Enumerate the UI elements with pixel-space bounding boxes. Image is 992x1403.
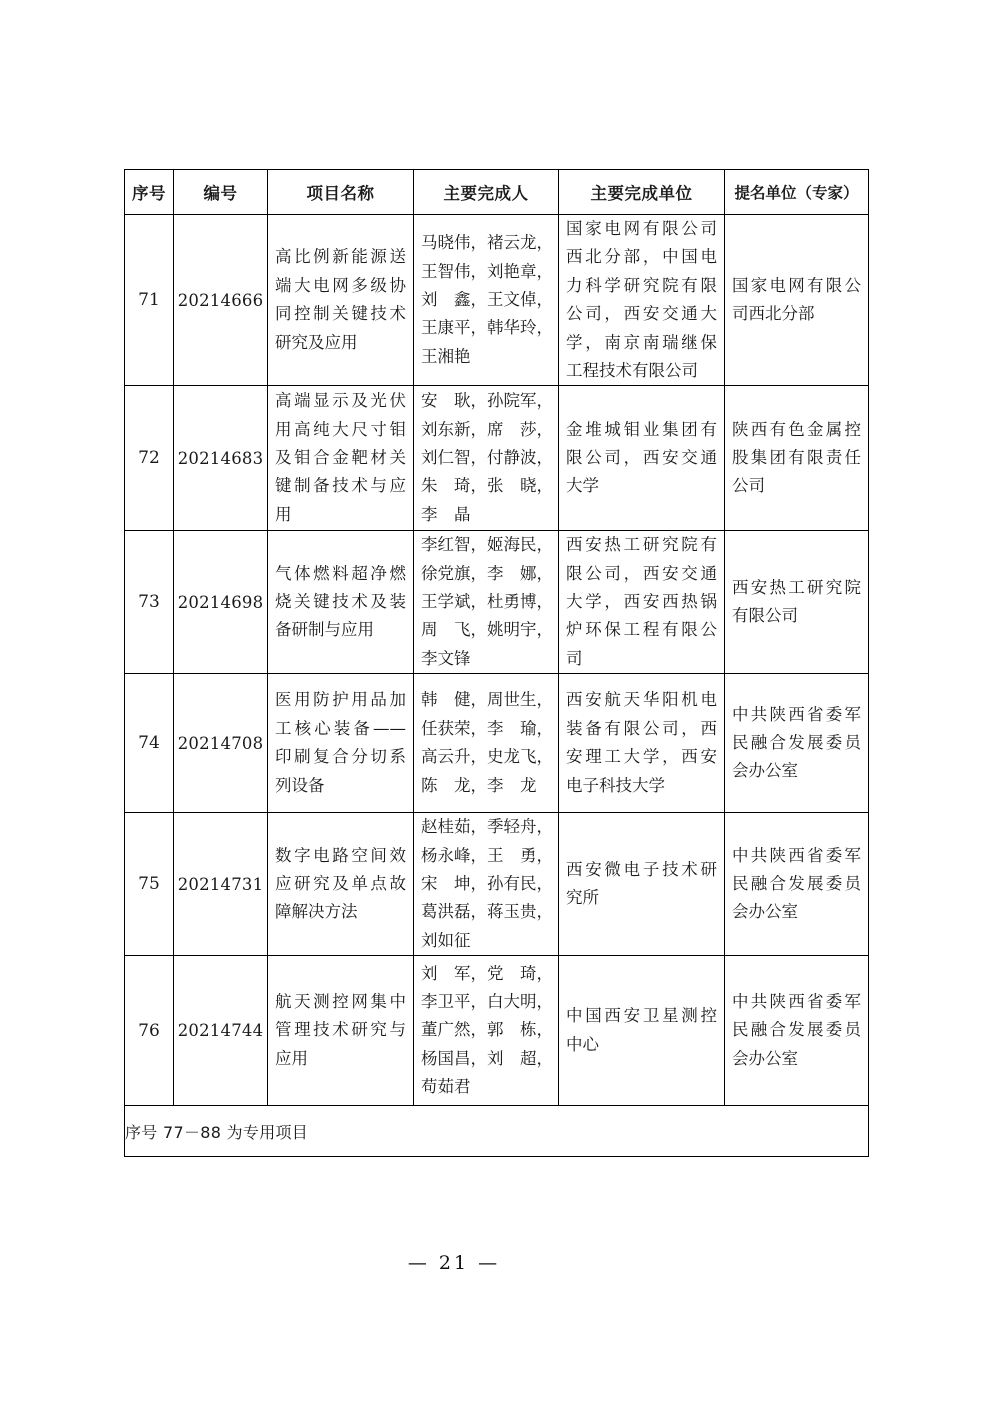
- cell-sequence: 73: [125, 531, 174, 674]
- contributors-text: 韩 健，周世生， 任获荣，李 瑜， 高云升，史龙飞， 陈 龙，李 龙: [421, 690, 553, 795]
- table-header-row: [125, 170, 869, 215]
- cell-contributors: [414, 386, 559, 531]
- contributors-text: 刘 军，党 琦， 李卫平，白大明， 董广然，郭 栋， 杨国昌，刘 超， 苟茹君: [421, 963, 553, 1097]
- project-name-text: 高比例新能源送 端大电网多级协 同控制关键技术 研究及应用: [275, 247, 406, 352]
- nominator-text: 中共陕西省委军 民融合发展委员 会办公室: [732, 991, 861, 1068]
- table-body: [125, 215, 869, 1157]
- contributors-text: 赵桂茹，季轻舟， 杨永峰，王 勇， 宋 坤，孙有民， 葛洪磊，蒋玉贵， 刘如征: [421, 817, 553, 950]
- cell-sequence: 71: [125, 215, 174, 386]
- cell-nominator: [725, 386, 869, 531]
- nominator-text: 陕西有色金属控 股集团有限责任 公司: [732, 419, 861, 496]
- table-row: [125, 386, 869, 531]
- nominator-text: 国家电网有限公 司西北分部: [732, 275, 861, 324]
- organizations-text: 国家电网有限公司 西北分部，中国电 力科学研究院有限 公司，西安交通大 学，南京南瑞继保 工程技术有限公司: [566, 219, 717, 380]
- cell-project-name: [268, 956, 414, 1106]
- cell-contributors: [414, 674, 559, 813]
- cell-nominator: [725, 531, 869, 674]
- cell-contributors: [414, 531, 559, 674]
- page-number: — 21 —: [407, 1252, 501, 1274]
- header-main-contributors: 主要完成人: [414, 170, 559, 215]
- contributors-text: 李红智，姬海民， 徐党旗，李 娜， 王学斌，杜勇博， 周 飞，姚明宇， 李文锋: [421, 535, 553, 668]
- cell-project-name: [268, 215, 414, 386]
- cell-contributors: [414, 813, 559, 956]
- cell-code: 20214683: [174, 386, 268, 531]
- nominator-text: 中共陕西省委军 民融合发展委员 会办公室: [732, 845, 861, 922]
- cell-project-name: [268, 386, 414, 531]
- cell-code: 20214666: [174, 215, 268, 386]
- cell-organizations: [559, 386, 725, 531]
- cell-code: 20214744: [174, 956, 268, 1106]
- contributors-text: 马晓伟，褚云龙， 王智伟，刘艳章， 刘 鑫，王文倬， 王康平，韩华玲， 王湘艳: [421, 233, 553, 366]
- table-row: [125, 956, 869, 1106]
- cell-project-name: [268, 674, 414, 813]
- cell-organizations: [559, 813, 725, 956]
- cell-code: 20214731: [174, 813, 268, 956]
- project-name-text: 气体燃料超净燃 烧关键技术及装 备研制与应用: [275, 563, 406, 640]
- table-footer-note-row: [125, 1106, 869, 1157]
- cell-nominator: [725, 215, 869, 386]
- cell-sequence: 76: [125, 956, 174, 1106]
- cell-organizations: [559, 531, 725, 674]
- project-name-text: 医用防护用品加 工核心装备—— 印刷复合分切系 列设备: [275, 690, 406, 795]
- cell-nominator: [725, 813, 869, 956]
- table-row: [125, 813, 869, 956]
- project-name-text: 航天测控网集中 管理技术研究与 应用: [275, 991, 406, 1068]
- cell-project-name: [268, 813, 414, 956]
- organizations-text: 西安微电子技术研 究所: [566, 859, 717, 908]
- header-main-organizations: 主要完成单位: [559, 170, 725, 215]
- cell-contributors: [414, 956, 559, 1106]
- contributors-text: 安 耿，孙院军， 刘东新，席 莎， 刘仁智，付静波， 朱 琦，张 晓， 李 晶: [421, 391, 553, 524]
- cell-code: 20214708: [174, 674, 268, 813]
- cell-sequence: 72: [125, 386, 174, 531]
- cell-code: 20214698: [174, 531, 268, 674]
- header-nominating-unit: 提名单位（专家）: [725, 170, 869, 215]
- cell-organizations: [559, 956, 725, 1106]
- special-projects-note: 序号 77－88 为专用项目: [125, 1106, 869, 1157]
- cell-organizations: [559, 215, 725, 386]
- header-code: 编号: [174, 170, 268, 215]
- nominator-text: 西安热工研究院 有限公司: [732, 577, 861, 626]
- cell-project-name: [268, 531, 414, 674]
- table-row: [125, 215, 869, 386]
- organizations-text: 金堆城钼业集团有 限公司，西安交通 大学: [566, 419, 717, 496]
- project-name-text: 数字电路空间效 应研究及单点故 障解决方法: [275, 845, 406, 922]
- cell-nominator: [725, 956, 869, 1106]
- table-row: [125, 674, 869, 813]
- organizations-text: 西安热工研究院有 限公司，西安交通 大学，西安西热锅 炉环保工程有限公 司: [566, 535, 717, 668]
- organizations-text: 西安航天华阳机电 装备有限公司，西 安理工大学，西安 电子科技大学: [566, 690, 717, 795]
- table-row: [125, 531, 869, 674]
- cell-contributors: [414, 215, 559, 386]
- cell-sequence: 74: [125, 674, 174, 813]
- organizations-text: 中国西安卫星测控 中心: [566, 1006, 717, 1054]
- cell-organizations: [559, 674, 725, 813]
- cell-nominator: [725, 674, 869, 813]
- header-project-name: 项目名称: [268, 170, 414, 215]
- header-sequence: 序号: [125, 170, 174, 215]
- award-projects-table: [124, 169, 869, 1157]
- cell-sequence: 75: [125, 813, 174, 956]
- project-name-text: 高端显示及光伏 用高纯大尺寸钼 及钼合金靶材关 键制备技术与应 用: [275, 391, 406, 524]
- nominator-text: 中共陕西省委军 民融合发展委员 会办公室: [732, 704, 861, 781]
